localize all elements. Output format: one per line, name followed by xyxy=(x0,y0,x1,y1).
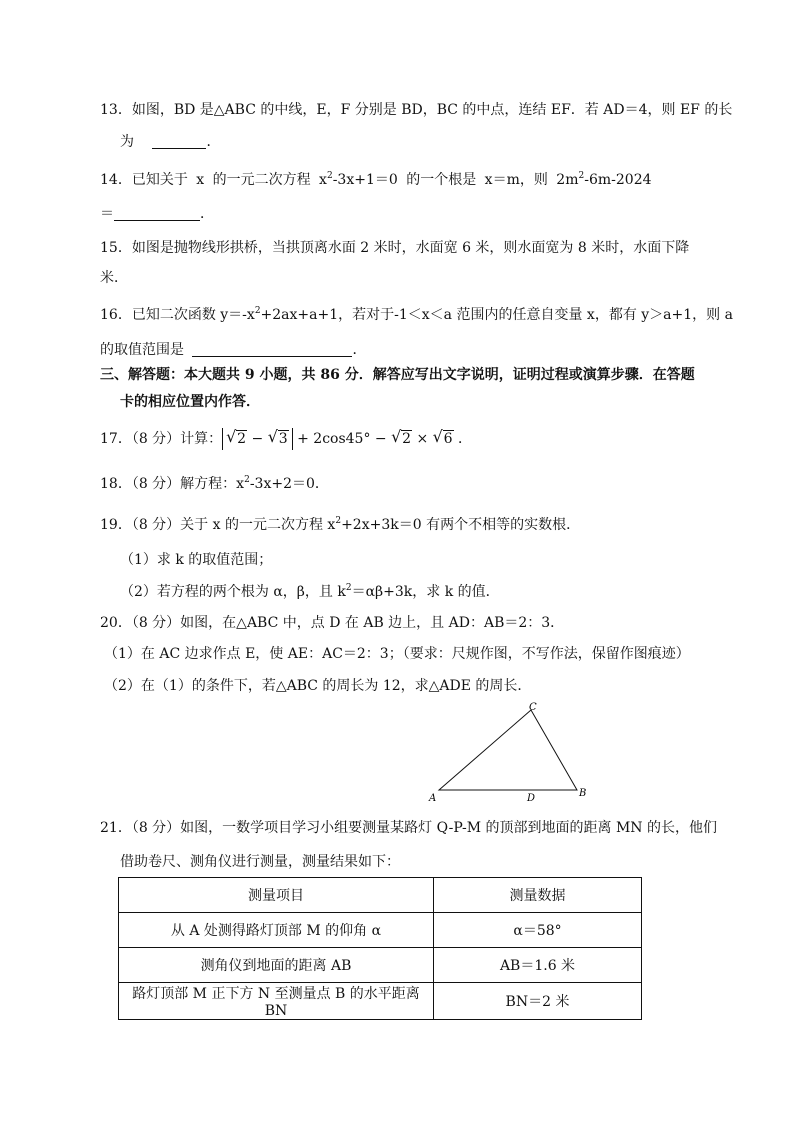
table-header-row xyxy=(119,878,642,913)
q17-line xyxy=(100,428,472,450)
vertex-label-c: C xyxy=(529,702,537,713)
q17-minus: − xyxy=(247,431,268,447)
q16-post: +2ax+a+1，若对于-1＜x＜a 范围内的任意自变量 x，都有 y＞a+1，则 a xyxy=(260,307,733,323)
q19-pre: 19．（8 分）关于 x 的一元二次方程 x xyxy=(100,517,336,533)
q14-mid: -3x+1＝0 的一个根是 x＝m，则 2m xyxy=(332,172,579,188)
q18-post: -3x+2＝0． xyxy=(249,476,329,492)
table-cell: α＝58° xyxy=(434,913,642,948)
q17-sqrt-3: √ 3 xyxy=(267,427,288,447)
q14-line2-pre: ＝ xyxy=(100,206,114,222)
triangle-abc xyxy=(439,710,577,790)
q16-pre: 16．已知二次函数 y＝-x xyxy=(100,307,255,323)
q21-line1: 21．（8 分）如图，一数学项目学习小组要测量某路灯 Q-P-M 的顶部到地面的距离 MN 的长，他们 xyxy=(100,820,717,836)
q14-line1 xyxy=(100,170,652,190)
table-cell: BN＝2 米 xyxy=(434,983,642,1020)
table-row xyxy=(119,983,642,1020)
q16-answer-blank[interactable] xyxy=(192,342,352,357)
q19-sub2-exp: 2 xyxy=(345,583,352,593)
q16-line1 xyxy=(100,305,733,325)
vertex-label-b: B xyxy=(579,788,587,799)
q21-line2: 借助卷尺、测角仪进行测量，测量结果如下： xyxy=(120,854,400,870)
table-cell: 路灯顶部 M 正下方 N 至测量点 B 的水平距离 BN xyxy=(119,983,434,1020)
triangle-abc-figure xyxy=(425,700,595,804)
q17-pre: 17．（8 分）计算： xyxy=(100,431,223,447)
q14-exp1: 2 xyxy=(326,171,333,181)
q17-sqrt-2: √ 2 xyxy=(226,427,247,447)
q17-post: ． xyxy=(453,431,473,447)
q20-sub1: （1）在 AC 边求作点 E，使 AE：AC＝2：3；（要求：尺规作图，不写作法，保留作图痕迹） xyxy=(104,646,690,662)
q16-line2 xyxy=(100,340,366,360)
q14-exp2: 2 xyxy=(578,171,585,181)
q17-sqrt-2b: √ 2 xyxy=(391,427,412,447)
q19-sub1: （1）求 k 的取值范围； xyxy=(120,552,273,568)
q19-line1 xyxy=(100,515,580,535)
q18-pre: 18．（8 分）解方程：x xyxy=(100,476,245,492)
q16-line2-post: ． xyxy=(352,342,367,358)
q17-abs xyxy=(222,428,292,450)
q20-sub2: （2）在（1）的条件下，若△ABC 的周长为 12，求△ADE 的周长． xyxy=(104,678,532,694)
q17-mid: + 2cos45° − xyxy=(292,431,392,447)
table-cell: 测角仪到地面的距离 AB xyxy=(119,948,434,983)
q18-exp: 2 xyxy=(244,475,250,485)
q13-line1: 13．如图，BD 是△ABC 的中线，E，F 分别是 BD，BC 的中点，连结 EF．若 AD＝4，则 EF 的长 xyxy=(100,102,733,118)
q13-answer-blank[interactable] xyxy=(152,134,206,149)
table-cell: AB＝1.6 米 xyxy=(434,948,642,983)
q14-pre: 14．已知关于 x 的一元二次方程 x xyxy=(100,172,327,188)
section3-line1: 三、解答题：本大题共 9 小题，共 86 分．解答应写出文字说明，证明过程或演算步骤．在答题 xyxy=(100,367,695,383)
q14-answer-blank[interactable] xyxy=(114,206,200,221)
vertex-label-a: A xyxy=(429,793,437,804)
q19-exp: 2 xyxy=(335,516,342,526)
section3-line2: 卡的相应位置内作答． xyxy=(120,394,260,410)
q18-line xyxy=(100,474,329,494)
q20-line1: 20．（8 分）如图，在△ABC 中，点 D 在 AB 边上，且 AD：AB＝2：3． xyxy=(100,615,565,631)
q19-sub2-post: ＝αβ+3k，求 k 的值． xyxy=(351,584,500,600)
q15-line1: 15．如图是抛物线形拱桥，当拱顶离水面 2 米时，水面宽 6 米，则水面宽为 8 米时，水面下降 xyxy=(100,240,690,256)
table-header-data: 测量数据 xyxy=(434,878,642,913)
q13-line2 xyxy=(120,132,220,152)
measurement-table xyxy=(118,877,642,1020)
table-row xyxy=(119,913,642,948)
point-label-d: D xyxy=(527,793,536,804)
q16-exp: 2 xyxy=(254,306,261,316)
q19-post: +2x+3k＝0 有两个不相等的实数根． xyxy=(341,517,581,533)
q17-sqrt-6: √ 6 xyxy=(432,427,453,447)
q19-sub2-pre: （2）若方程的两个根为 α，β，且 k xyxy=(120,584,346,600)
q17-times: × xyxy=(412,431,433,447)
q13-line2-pre: 为 xyxy=(120,134,134,150)
q15-line2: 米． xyxy=(100,270,128,286)
table-header-item: 测量项目 xyxy=(119,878,434,913)
q14-line2 xyxy=(100,204,214,224)
q14-line2-post: ． xyxy=(200,206,214,222)
q16-line2-pre: 的取值范围是 xyxy=(100,342,184,358)
table-cell: 从 A 处测得路灯顶部 M 的仰角 α xyxy=(119,913,434,948)
q19-sub2 xyxy=(120,582,500,602)
q13-line2-post: ． xyxy=(206,134,221,150)
table-row xyxy=(119,948,642,983)
q14-post: -6m-2024 xyxy=(584,172,652,188)
